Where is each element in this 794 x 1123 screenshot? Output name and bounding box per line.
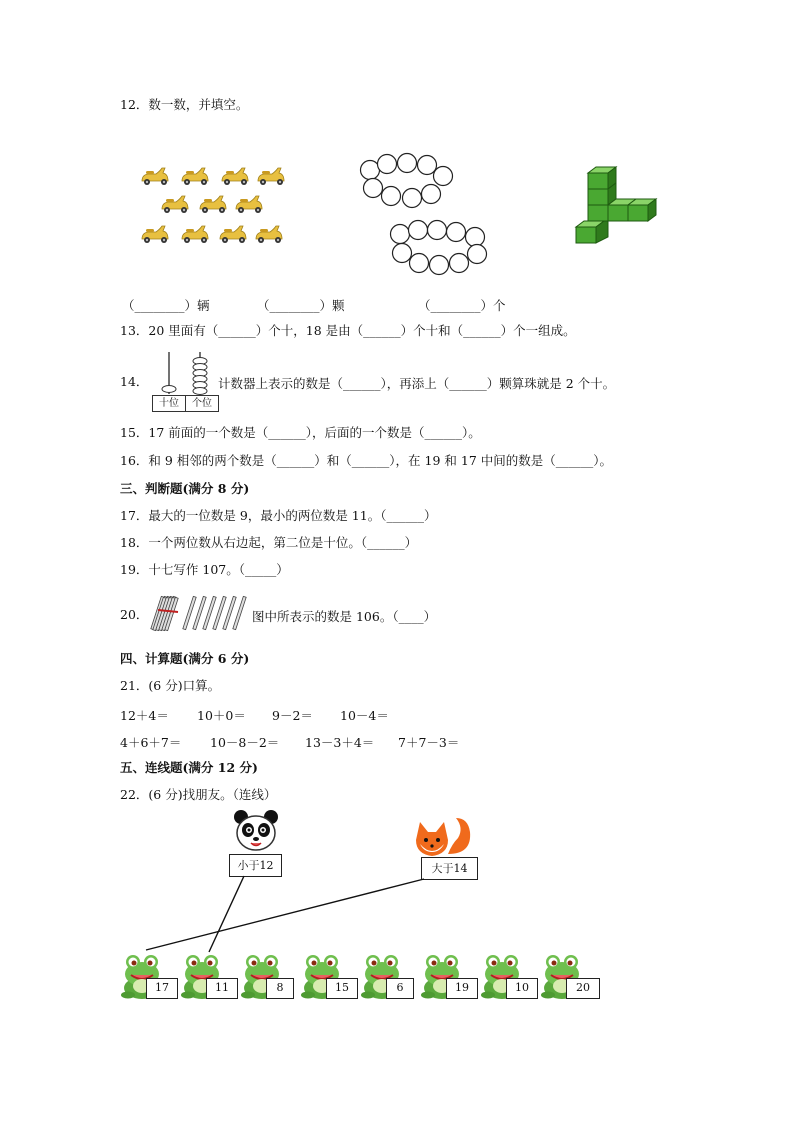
q15-text: 15．17 前面的一个数是（______），后面的一个数是（______）。 bbox=[120, 425, 481, 440]
abacus-image bbox=[152, 350, 218, 412]
scooter-icon bbox=[222, 168, 248, 185]
q16-text: 16．和 9 相邻的两个数是（______）和（______），在 19 和 17 中间的数是（______）。 bbox=[120, 453, 613, 468]
q21-item: 13－3＋4＝ bbox=[305, 735, 375, 750]
scooter-icon bbox=[200, 196, 226, 213]
line-fox-to-17 bbox=[146, 879, 424, 950]
scooter-icon bbox=[258, 168, 284, 185]
frog-number-box[interactable]: 17 bbox=[146, 978, 178, 999]
q12-blank-scooters[interactable]: （________）辆 bbox=[122, 298, 210, 313]
frog-number-box[interactable]: 6 bbox=[386, 978, 414, 999]
q12-title: 12．数一数，并填空。 bbox=[120, 97, 249, 112]
frog-number-box[interactable]: 19 bbox=[446, 978, 478, 999]
q20-number: 20． bbox=[120, 607, 149, 622]
q14-number: 14． bbox=[120, 374, 149, 389]
section-5-heading: 五、连线题(满分 12 分) bbox=[120, 760, 258, 775]
q13-text: 13．20 里面有（______）个十，18 是由（______）个十和（______）个一组成。 bbox=[120, 323, 576, 338]
q21-item: 10－8－2＝ bbox=[210, 735, 280, 750]
line-panda-to-11 bbox=[209, 876, 244, 952]
panda-icon bbox=[232, 808, 280, 854]
q20-text: 图中所表示的数是 106。（____） bbox=[252, 609, 437, 624]
scooter-icon bbox=[236, 196, 262, 213]
q21-item: 10－4＝ bbox=[340, 708, 389, 723]
q17-text: 17．最大的一位数是 9，最小的两位数是 11。（______） bbox=[120, 508, 437, 523]
q22-title: 22．(6 分)找朋友。（连线） bbox=[120, 787, 277, 802]
abacus-tens-label: 十位 bbox=[152, 395, 186, 412]
scooter-icon bbox=[142, 226, 168, 243]
scooter-icon bbox=[182, 226, 208, 243]
sticks-image bbox=[150, 594, 250, 634]
q12-blank-cubes[interactable]: （________）个 bbox=[418, 298, 506, 313]
q21-item: 12＋4＝ bbox=[120, 708, 169, 723]
cubes-image bbox=[572, 165, 662, 250]
scooter-icon bbox=[142, 168, 168, 185]
scooter-icon bbox=[220, 226, 246, 243]
q19-text: 19．十七写作 107。（_____） bbox=[120, 562, 289, 577]
q21-item: 10＋0＝ bbox=[197, 708, 246, 723]
section-4-heading: 四、计算题(满分 6 分) bbox=[120, 651, 250, 666]
frog-number-box[interactable]: 10 bbox=[506, 978, 538, 999]
scooters-image bbox=[138, 165, 298, 255]
frog-number-box[interactable]: 8 bbox=[266, 978, 294, 999]
frog-number-box[interactable]: 15 bbox=[326, 978, 358, 999]
beads-image bbox=[355, 150, 495, 280]
q18-text: 18．一个两位数从右边起，第二位是十位。（______） bbox=[120, 535, 418, 550]
frog-number-box[interactable]: 20 bbox=[566, 978, 600, 999]
frog-number-box[interactable]: 11 bbox=[206, 978, 238, 999]
q12-blank-beads[interactable]: （________）颗 bbox=[257, 298, 345, 313]
fox-label-box[interactable]: 大于14 bbox=[421, 857, 478, 880]
section-3-heading: 三、判断题(满分 8 分) bbox=[120, 481, 250, 496]
q21-item: 9－2＝ bbox=[272, 708, 313, 723]
scooter-icon bbox=[162, 196, 188, 213]
q21-title: 21．(6 分)口算。 bbox=[120, 678, 221, 693]
q14-text: 计数器上表示的数是（______），再添上（______）颗算珠就是 2 个十。 bbox=[218, 376, 616, 391]
panda-label-box[interactable]: 小于12 bbox=[229, 854, 282, 877]
scooter-icon bbox=[256, 226, 282, 243]
q21-item: 4＋6＋7＝ bbox=[120, 735, 182, 750]
q21-item: 7＋7－3＝ bbox=[398, 735, 460, 750]
abacus-ones-label: 个位 bbox=[185, 395, 219, 412]
scooter-icon bbox=[182, 168, 208, 185]
fox-icon bbox=[412, 814, 476, 860]
frog-row bbox=[120, 948, 610, 1004]
